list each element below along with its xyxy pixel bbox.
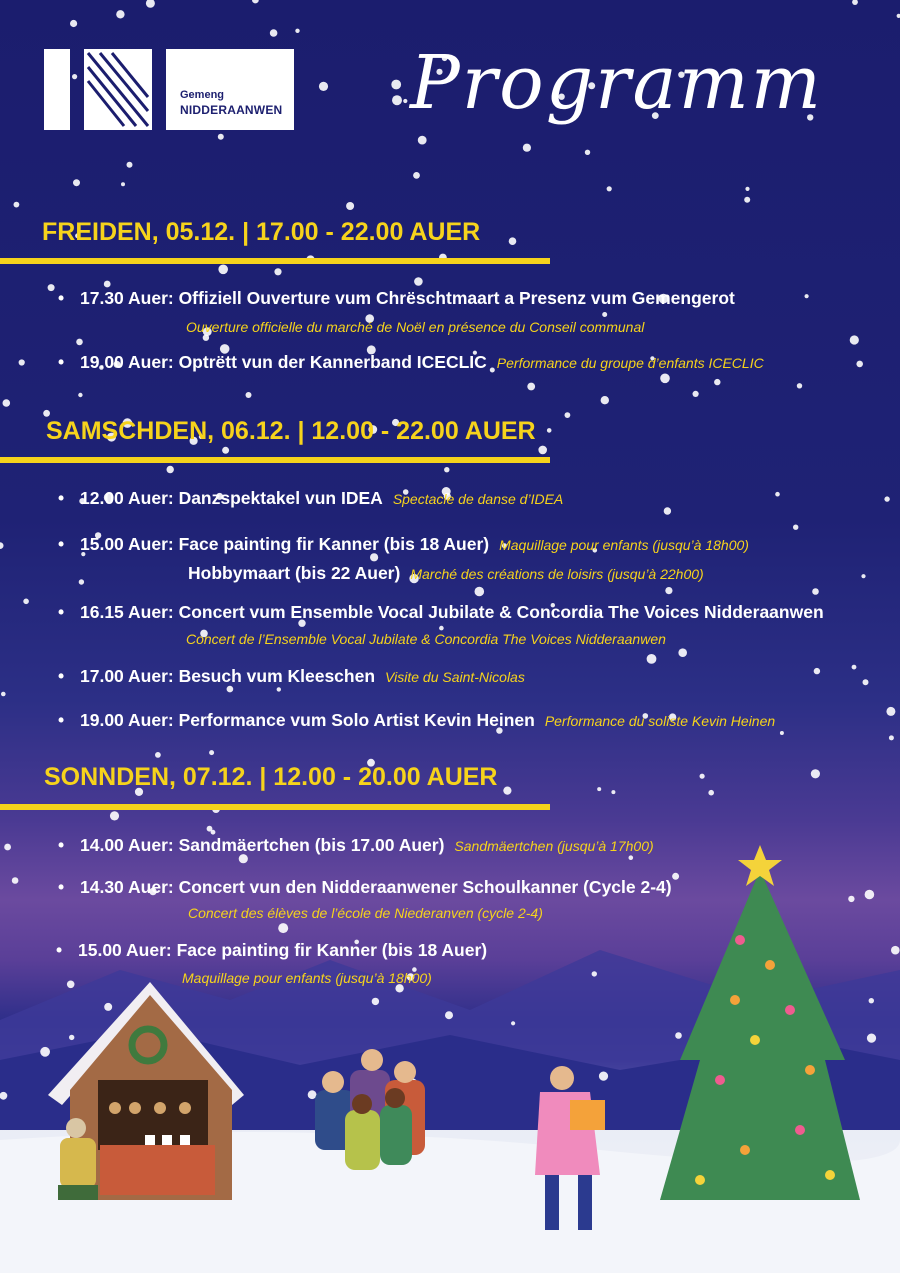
program-item: • 17.30 Auer: Offiziell Ouverture vum Chrëschtmaart a Presenz vum Gemengerot: [58, 288, 735, 308]
program-item-french: Marché des créations de loisirs (jusqu’à 22h00): [410, 566, 704, 582]
program-item-french: Concert des élèves de l’école de Niederanven (cycle 2-4): [188, 905, 543, 921]
christmas-tree-icon: [660, 845, 860, 1200]
logo-line-2: NIDDERAANWEN: [180, 103, 283, 117]
program-item: • 15.00 Auer: Face painting fir Kanner (bis 18 Auer): [56, 940, 488, 960]
program-item-french: Concert de l’Ensemble Vocal Jubilate & Concordia The Voices Nidderaanwen: [186, 631, 666, 647]
program-item-french: Maquillage pour enfants (jusqu’à 18h00): [182, 970, 432, 986]
logo-line-1: Gemeng: [180, 89, 225, 101]
program-item: • 15.00 Auer: Face painting fir Kanner (bis 18 Auer) Maquillage pour enfants (jusqu’à 18h00): [58, 534, 749, 554]
day-header-sunday: SONNDEN, 07.12. | 12.00 - 20.00 AUER: [44, 763, 498, 791]
program-item: • 14.00 Auer: Sandmäertchen (bis 17.00 Auer) Sandmäertchen (jusqu’à 17h00): [58, 835, 654, 855]
program-item-french: Performance du groupe d’enfants ICECLIC: [496, 355, 764, 371]
program-item-french: Sandmäertchen (jusqu’à 17h00): [454, 838, 654, 854]
program-item-french: Visite du Saint-Nicolas: [385, 669, 525, 685]
program-item: • 16.15 Auer: Concert vum Ensemble Vocal Jubilate & Concordia The Voices Nidderaanwen: [58, 602, 824, 622]
program-item: • 19.00 Auer: Performance vum Solo Artist Kevin Heinen Performance du soliste Kevin Heinen: [58, 710, 776, 730]
program-item: Hobbymaart (bis 22 Auer) Marché des créations de loisirs (jusqu’à 22h00): [188, 563, 704, 583]
program-item: • 12.00 Auer: Danzspektakel vun IDEA Spectacle de danse d’IDEA: [58, 488, 564, 508]
program-item-french: Spectacle de danse d’IDEA: [392, 491, 564, 507]
day-header-friday: FREIDEN, 05.12. | 17.00 - 22.00 AUER: [42, 218, 481, 246]
program-item: • 19.00 Auer: Optrëtt vun der Kannerband ICECLIC Performance du groupe d’enfants ICECLIC: [58, 352, 764, 372]
program-item-french: Performance du soliste Kevin Heinen: [544, 713, 776, 729]
day-header-saturday: SAMSCHDEN, 06.12. | 12.00 - 22.00 AUER: [46, 417, 536, 445]
program-item-french: Maquillage pour enfants (jusqu’à 18h00): [499, 537, 749, 553]
page-title: Programm: [410, 40, 823, 126]
program-item: • 14.30 Auer: Concert vun den Nidderaanwener Schoulkanner (Cycle 2-4): [58, 877, 672, 897]
program-item-french: Ouverture officielle du marché de Noël en présence du Conseil communal: [186, 319, 645, 335]
program-item: • 17.00 Auer: Besuch vum Kleeschen Visite du Saint-Nicolas: [58, 666, 525, 686]
